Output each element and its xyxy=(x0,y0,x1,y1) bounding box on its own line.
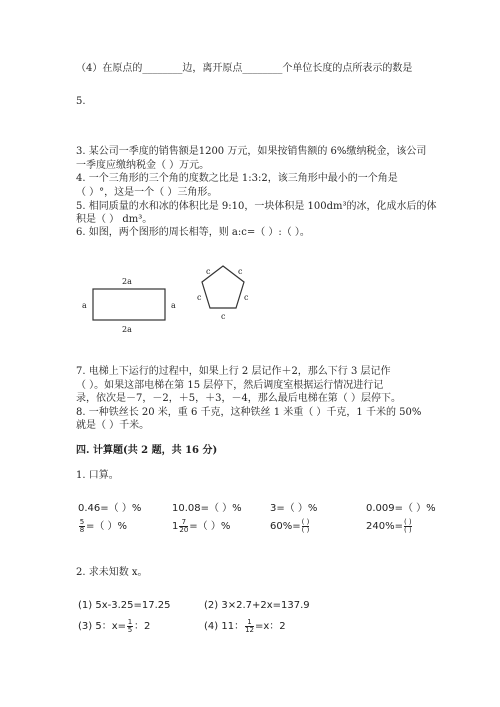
q5-line-a: 5. 相同质量的水和冰的体积比是 9:10，一块体积是 100dm³的冰，化成水后的体 xyxy=(76,201,437,212)
rect-left-label: a xyxy=(82,301,87,310)
blank-fraction xyxy=(302,519,310,534)
q4-line-a: 4. 一个三角形的三个角的度数之比是 1:3:2，该三角形中最小的一个角是 xyxy=(76,173,398,184)
oral-calc-1: 0.46=（ ）% xyxy=(78,503,142,514)
pent-label-l: c xyxy=(197,293,202,302)
mixed-whole: 1 xyxy=(172,520,179,532)
fraction-numerator: 1 xyxy=(247,618,252,626)
q6-line: 6. 如图，两个图形的周长相等，则 a:c=（ ）:（ ）。 xyxy=(76,227,310,238)
oral-calc-8 xyxy=(366,519,413,534)
fraction-denominator: ( ) xyxy=(403,526,412,534)
section-heading: 四. 计算题(共 2 题，共 16 分) xyxy=(76,445,218,456)
q8-line-a: 8. 一种铁丝长 20 米，重 6 千克，这种铁丝 1 米重（ ）千克，1 千米的 50% xyxy=(76,407,422,418)
q4-sub-line: （4）在原点的________边，离开原点________个单位长度的点所表示的数是 xyxy=(76,63,413,74)
rectangle-figure xyxy=(93,289,165,320)
pent-label-r: c xyxy=(244,293,249,302)
q5-line-b: 积是（ ） dm³。 xyxy=(76,214,153,225)
equation-1: (1) 5x-3.25=17.25 xyxy=(78,600,171,611)
oral-calc-5 xyxy=(78,519,127,534)
fraction-denominator: 8 xyxy=(79,526,85,534)
equation-3 xyxy=(78,619,150,634)
oral-calc-7 xyxy=(270,519,310,534)
blank-fraction xyxy=(404,519,412,534)
equation-4 xyxy=(204,619,286,634)
equation-2: (2) 3×2.7+2x=137.9 xyxy=(204,600,310,611)
oral-calc-8-left: 240%= xyxy=(366,520,403,532)
pent-label-tl: c xyxy=(206,267,211,276)
q3-line-a: 3. 某公司一季度的销售额是1200 万元，如果按销售额的 6%缴纳税金，该公司 xyxy=(76,146,427,157)
pent-label-tr: c xyxy=(238,267,243,276)
q7-line-a: 7. 电梯上下运行的过程中，如果上行 2 层记作＋2，那么下行 3 层记作 xyxy=(76,366,391,377)
fraction-numerator: 5 xyxy=(79,518,85,526)
equation-4-left: (4) 11： xyxy=(204,620,245,632)
oral-calc-5-rest: =（ ）% xyxy=(86,520,128,532)
fraction-numerator: ( ) xyxy=(403,518,412,526)
q3-line-b: 一季度应缴纳税金（ ）万元。 xyxy=(76,160,210,171)
fraction-numerator: 7 xyxy=(181,518,187,526)
q7-line-b: （ ）。如果这部电梯在第 15 层停下，然后调度室根据运行情况进行记 xyxy=(76,380,384,391)
pent-label-b: c xyxy=(221,312,226,321)
fraction-denominator: 20 xyxy=(179,526,189,534)
fraction-5-8 xyxy=(79,519,85,534)
figures xyxy=(70,260,270,340)
fraction-numerator: 1 xyxy=(127,618,133,626)
fraction-7-20 xyxy=(179,519,188,534)
rect-right-label: a xyxy=(171,301,176,310)
q4-line-b: （ ）°，这是一个（ ）三角形。 xyxy=(76,187,218,198)
equation-4-right: =x：2 xyxy=(255,620,286,632)
fraction-denominator: 5 xyxy=(127,626,133,634)
rect-bottom-label: 2a xyxy=(122,325,132,334)
fraction-denominator: ( ) xyxy=(301,526,310,534)
fraction-numerator: ( ) xyxy=(301,518,310,526)
q1-title: 1. 口算。 xyxy=(76,470,119,481)
oral-calc-6-rest: =（ ）% xyxy=(189,520,231,532)
fraction-1-5 xyxy=(127,619,133,634)
oral-calc-2: 10.08=（ ）% xyxy=(172,503,242,514)
q7-line-c: 录，依次是－7，－2，＋5，＋3，－4，那么最后电梯在第（ ）层停下。 xyxy=(76,393,401,404)
equation-3-right: ：2 xyxy=(134,620,151,632)
oral-calc-6 xyxy=(172,519,230,534)
q2-title: 2. 求未知数 x。 xyxy=(76,567,148,578)
fraction-denominator: 12 xyxy=(245,626,254,634)
oral-calc-4: 0.009=（ ）% xyxy=(366,503,436,514)
fraction-1-12 xyxy=(245,619,254,634)
oral-calc-3: 3=（ ）% xyxy=(270,503,318,514)
oral-calc-7-left: 60%= xyxy=(270,520,301,532)
rect-top-label: 2a xyxy=(122,277,132,286)
equation-3-left: (3) 5：x= xyxy=(78,620,127,632)
q5-label: 5. xyxy=(76,96,86,107)
q8-line-b: 就是（ ）千米。 xyxy=(76,420,150,431)
